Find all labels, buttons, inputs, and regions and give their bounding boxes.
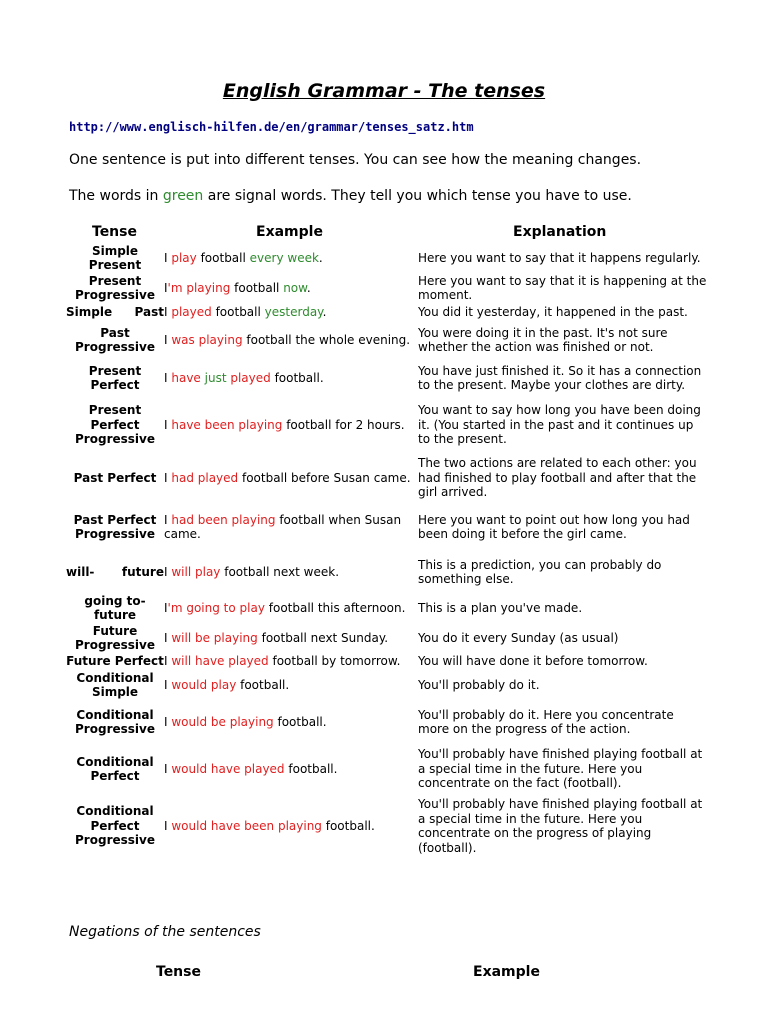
explanation-line: You did it yesterday, it happened in the past.	[418, 304, 688, 319]
tense-name	[66, 505, 164, 549]
tense-name-line: Progressive	[75, 833, 155, 848]
example-fragment: football.	[284, 761, 338, 776]
example-fragment: I	[164, 564, 172, 579]
signal-words-note	[69, 188, 632, 204]
tense-name-part: future	[121, 564, 164, 579]
tense-name-lines	[89, 364, 141, 393]
table-row	[0, 702, 768, 742]
explanation-lines	[418, 403, 701, 447]
explanation	[418, 623, 708, 653]
example-sentence	[164, 322, 412, 358]
explanation-lines	[418, 631, 619, 646]
explanation	[418, 243, 708, 273]
tense-name-line: Past Perfect	[73, 470, 157, 485]
example-text	[164, 305, 326, 320]
example-sentence	[164, 594, 412, 622]
verb-form: will be playing	[171, 630, 258, 645]
example-sentence	[164, 505, 412, 549]
example-fragment: .	[306, 280, 311, 295]
tense-name-line: Future	[92, 623, 138, 638]
source-link[interactable]: http://www.englisch-hilfen.de/en/grammar/tenses_satz.htm	[69, 120, 474, 134]
verb-form: would play	[171, 677, 237, 692]
example-fragment: I	[164, 250, 172, 265]
example-fragment: football.	[236, 677, 290, 692]
example-fragment: I	[164, 470, 172, 485]
explanation	[418, 702, 708, 742]
tense-name	[66, 744, 164, 794]
tense-name-lines	[75, 403, 155, 447]
tense-name-line: Progressive	[75, 432, 155, 447]
tense-name-line: Past	[100, 325, 130, 340]
explanation-line: girl arrived.	[418, 485, 488, 500]
tense-name-lines	[66, 654, 164, 669]
explanation-line: You were doing it in the past. It's not sure	[418, 325, 668, 340]
example-fragment: I	[164, 677, 172, 692]
example-fragment: football for 2 hours.	[282, 417, 405, 432]
tense-name-lines	[84, 594, 145, 623]
explanation	[418, 453, 708, 503]
explanation-line: You'll probably do it.	[418, 677, 540, 692]
explanation	[418, 303, 708, 321]
verb-form: had been playing	[171, 512, 276, 527]
example-sentence	[164, 398, 412, 452]
explanation-lines	[418, 678, 540, 693]
header-explanation: Explanation	[513, 224, 607, 240]
example-sentence	[164, 273, 412, 303]
table-row	[0, 303, 768, 321]
tense-name-lines	[74, 513, 157, 542]
example-fragment: football before Susan came.	[238, 470, 411, 485]
verb-form: have	[171, 370, 205, 385]
example-fragment: football.	[273, 714, 327, 729]
header-example: Example	[256, 224, 323, 240]
tense-name	[66, 702, 164, 742]
table-row	[0, 243, 768, 273]
negations-title: Negations of the sentences	[69, 924, 261, 940]
example-text	[164, 601, 405, 616]
explanation-line: had finished to play football and after that the	[418, 470, 697, 485]
explanation-lines	[418, 251, 701, 266]
tense-name-line: Perfect	[90, 818, 140, 833]
table-row	[0, 670, 768, 700]
tense-name	[66, 243, 164, 273]
tense-name-part: Past	[134, 304, 164, 319]
example-sentence	[164, 653, 412, 670]
example-fragment: I	[164, 761, 172, 776]
explanation-lines	[418, 274, 706, 303]
example-fragment: I	[164, 370, 172, 385]
example-fragment: I	[164, 280, 168, 295]
verb-form: would have played	[171, 761, 285, 776]
example-fragment: football this afternoon.	[264, 600, 406, 615]
tense-name	[66, 360, 164, 396]
tense-name-lines	[76, 755, 153, 784]
example-fragment: football	[211, 304, 265, 319]
tense-name-line: Conditional	[76, 804, 154, 819]
example-sentence	[164, 670, 412, 700]
explanation-line: You want to say how long you have been doing	[418, 403, 701, 418]
tense-name-line: Present	[88, 403, 142, 418]
explanation-lines	[418, 708, 674, 737]
intro-sentence: One sentence is put into different tenses. You can see how the meaning changes.	[69, 152, 642, 168]
example-text	[164, 333, 410, 348]
example-sentence	[164, 796, 412, 856]
table-row	[0, 550, 768, 594]
example-fragment: I	[164, 654, 172, 669]
tense-name-lines	[76, 671, 153, 700]
tense-name-part: Simple	[66, 304, 113, 319]
example-fragment: .	[318, 250, 323, 265]
example-fragment: I	[164, 332, 172, 347]
verb-form: would be playing	[171, 714, 274, 729]
table-row	[0, 796, 768, 856]
explanation-line: more on the progress of the action.	[418, 722, 631, 736]
table-row	[0, 744, 768, 794]
tense-name-line: Perfect	[90, 769, 140, 783]
tense-name-line: Conditional	[76, 754, 154, 769]
tense-name-line: Present	[88, 363, 142, 378]
example-fragment: .	[322, 304, 327, 319]
verb-form: was playing	[171, 332, 243, 347]
tense-name-line: Progressive	[75, 527, 155, 541]
example-fragment: football	[196, 250, 250, 265]
explanation-line: moment.	[418, 288, 473, 302]
example-text	[164, 418, 405, 433]
example-sentence	[164, 243, 412, 273]
tense-name-line: Future Perfect	[66, 654, 164, 669]
tense-name-line: Conditional	[76, 670, 154, 685]
tense-name	[66, 453, 164, 503]
example-fragment: football by tomorrow.	[268, 654, 401, 669]
example-sentence	[164, 623, 412, 653]
explanation	[418, 398, 708, 452]
example-sentence	[164, 744, 412, 794]
example-fragment: football next Sunday.	[257, 630, 389, 645]
tense-name-part: will-	[66, 564, 95, 579]
example-fragment: football next week.	[220, 564, 340, 579]
verb-form: 'm going to play	[167, 600, 265, 615]
example-fragment: I	[164, 304, 172, 319]
explanation-line: (football).	[418, 840, 477, 855]
explanation-line: This is a plan you've made.	[418, 600, 583, 615]
explanation	[418, 653, 708, 670]
table-row	[0, 594, 768, 622]
verb-form: had played	[171, 470, 239, 485]
explanation-line: You will have done it before tomorrow.	[418, 654, 648, 669]
explanation-line: to the present.	[418, 432, 507, 447]
explanation-lines	[418, 654, 648, 669]
table-row	[0, 623, 768, 653]
tense-name-line: Progressive	[75, 722, 155, 736]
example-text	[164, 631, 388, 646]
tense-name-line: Present	[88, 273, 142, 288]
tense-name	[66, 796, 164, 856]
tense-name-line: future	[93, 608, 137, 622]
verb-form: will play	[171, 564, 221, 579]
tense-name-line: Perfect	[90, 417, 140, 432]
example-text	[164, 471, 411, 486]
explanation	[418, 273, 708, 303]
explanation-line: You'll probably have finished playing football at	[418, 797, 703, 811]
example-sentence	[164, 453, 412, 503]
explanation-lines	[418, 326, 668, 355]
tense-name	[66, 303, 164, 321]
verb-form: would have been playing	[171, 818, 322, 833]
example-fragment: I	[164, 714, 172, 729]
header-tense: Tense	[92, 224, 137, 240]
tense-name-line: Perfect	[90, 378, 140, 392]
tense-name-line: Simple	[91, 243, 139, 258]
table-row	[0, 322, 768, 358]
negations-header-example: Example	[473, 964, 540, 980]
explanation-lines	[418, 747, 702, 791]
explanation	[418, 322, 708, 358]
tense-name	[66, 550, 164, 594]
tense-name	[66, 623, 164, 653]
table-row	[0, 360, 768, 396]
note-text-after: are signal words. They tell you which tense you have to use.	[203, 188, 632, 204]
explanation-lines	[418, 558, 661, 587]
table-row	[0, 398, 768, 452]
example-text	[164, 371, 324, 386]
explanation-lines	[418, 797, 702, 855]
explanation	[418, 796, 708, 856]
example-text	[164, 678, 289, 693]
example-sentence	[164, 702, 412, 742]
signal-word: yesterday	[264, 304, 323, 319]
verb-form: will have played	[171, 654, 269, 669]
explanation-line: You have just finished it. So it has a connection	[418, 363, 702, 378]
explanation-line: a special time in the future. Here you	[418, 811, 643, 826]
example-text	[164, 251, 323, 266]
explanation-line: it. (You started in the past and it continues up	[418, 417, 694, 432]
explanation	[418, 670, 708, 700]
verb-form: play	[171, 250, 197, 265]
explanation	[418, 550, 708, 594]
tense-name	[66, 594, 164, 622]
explanation	[418, 594, 708, 622]
signal-word: just	[204, 370, 231, 385]
verb-form: 'm playing	[167, 280, 231, 295]
example-fragment: football.	[321, 818, 375, 833]
explanation-line: been doing it before the girl came.	[418, 527, 627, 541]
tense-name	[66, 653, 164, 670]
explanation-line: Here you want to point out how long you had	[418, 512, 690, 527]
tense-name-lines	[89, 244, 141, 273]
tense-name-lines	[75, 274, 155, 303]
negations-header-tense: Tense	[156, 964, 201, 980]
example-fragment: football when Susan came.	[164, 512, 402, 541]
example-fragment: football.	[270, 370, 324, 385]
explanation-line: concentrate on the progress of playing	[418, 826, 652, 840]
explanation-line: concentrate on the fact (football).	[418, 776, 622, 791]
explanation-lines	[418, 456, 697, 500]
explanation-line: a special time in the future. Here you	[418, 761, 643, 776]
tense-name-line: Present	[88, 258, 142, 272]
explanation-line: The two actions are related to each other: you	[418, 456, 697, 471]
tense-name-line: Progressive	[75, 288, 155, 302]
explanation-lines	[418, 601, 582, 616]
tense-name-lines	[75, 804, 155, 848]
explanation-lines	[418, 305, 688, 320]
example-fragment: football	[230, 280, 284, 295]
explanation-line: You'll probably have finished playing football at	[418, 747, 703, 762]
example-fragment: I	[164, 512, 172, 527]
example-text	[164, 281, 311, 296]
table-row	[0, 273, 768, 303]
example-fragment: I	[164, 417, 172, 432]
tense-name	[66, 273, 164, 303]
note-text-before: The words in	[69, 188, 163, 204]
tense-name-line: going to-	[84, 593, 146, 608]
verb-form: have been playing	[171, 417, 283, 432]
tense-name-line: Progressive	[75, 340, 155, 354]
verb-form: played	[171, 304, 212, 319]
example-text	[164, 762, 337, 777]
example-text	[164, 715, 327, 730]
explanation-lines	[418, 364, 701, 393]
example-fragment: I	[164, 600, 168, 615]
example-text	[164, 513, 412, 542]
example-sentence	[164, 303, 412, 321]
example-fragment: I	[164, 630, 172, 645]
verb-form: played	[230, 370, 271, 385]
tense-name-lines	[75, 326, 155, 355]
green-word: green	[162, 188, 204, 204]
explanation-lines	[418, 513, 690, 542]
example-text	[164, 819, 375, 834]
explanation-line: You do it every Sunday (as usual)	[418, 630, 619, 645]
explanation-line: You'll probably do it. Here you concentrate	[418, 707, 674, 722]
page-title: English Grammar - The tenses	[222, 80, 546, 102]
table-row	[0, 653, 768, 670]
example-sentence	[164, 360, 412, 396]
example-sentence	[164, 550, 412, 594]
tense-name-line: Simple	[91, 685, 139, 699]
signal-word: now	[283, 280, 307, 295]
tense-name-line: Past Perfect	[73, 512, 157, 527]
tense-name-lines	[75, 708, 155, 737]
tense-name	[66, 398, 164, 452]
explanation-line: This is a prediction, you can probably do	[418, 557, 662, 572]
tense-name-lines	[74, 471, 157, 486]
tense-name-lines	[75, 624, 155, 653]
explanation	[418, 505, 708, 549]
example-text	[164, 565, 339, 580]
tense-name	[66, 670, 164, 700]
explanation-line: Here you want to say that it is happening at the	[418, 273, 707, 288]
explanation-line: something else.	[418, 572, 514, 586]
explanation-line: to the present. Maybe your clothes are dirty.	[418, 378, 686, 392]
table-row	[0, 453, 768, 503]
example-fragment: I	[164, 818, 172, 833]
explanation-line: whether the action was finished or not.	[418, 340, 654, 354]
example-text	[164, 654, 400, 669]
tense-name-line: Conditional	[76, 707, 154, 722]
example-fragment: football the whole evening.	[242, 332, 411, 347]
explanation-line: Here you want to say that it happens regularly.	[418, 250, 701, 265]
table-row	[0, 505, 768, 549]
tense-name	[66, 322, 164, 358]
explanation	[418, 360, 708, 396]
tense-name-line: Progressive	[75, 638, 155, 652]
signal-word: every week	[249, 250, 319, 265]
explanation	[418, 744, 708, 794]
